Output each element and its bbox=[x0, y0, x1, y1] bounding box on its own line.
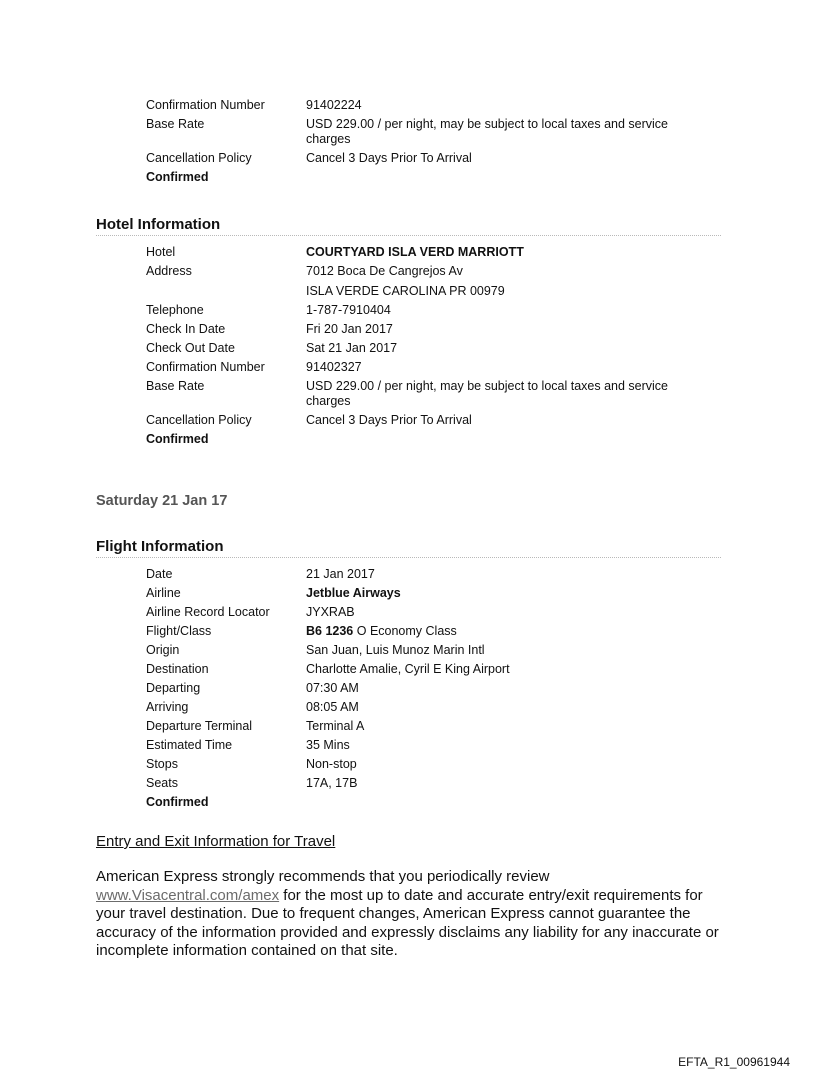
entry-text-end: for the most up to date and accurate entry/exit requirements for your travel destination. Due to frequent changes, American Express cannot guarantee the accuracy of the information provided and expressly disclaims any liability for any inaccurate or incomplete information contained on that site. bbox=[96, 886, 719, 959]
booking-status: Confirmed bbox=[146, 795, 209, 809]
row-label: Check In Date bbox=[146, 321, 226, 336]
detail-row bbox=[146, 96, 726, 115]
detail-row bbox=[146, 755, 726, 774]
detail-row bbox=[146, 411, 726, 430]
hotel-telephone: 1-787-7910404 bbox=[306, 302, 391, 317]
row-label: Arriving bbox=[146, 700, 189, 714]
detail-row bbox=[146, 679, 726, 698]
detail-row bbox=[146, 565, 726, 584]
fare-class: O Economy Class bbox=[356, 624, 457, 638]
row-label: Flight/Class bbox=[146, 624, 212, 638]
detail-row bbox=[146, 301, 726, 320]
detail-row bbox=[146, 115, 726, 149]
detail-row bbox=[146, 377, 726, 411]
destination: Charlotte Amalie, Cyril E King Airport bbox=[306, 662, 510, 676]
row-label: Destination bbox=[146, 662, 209, 676]
row-label: Cancellation Policy bbox=[146, 412, 252, 427]
row-label: Base Rate bbox=[146, 117, 205, 131]
row-label: Address bbox=[146, 264, 192, 278]
row-label: Origin bbox=[146, 643, 180, 657]
day-heading: Saturday 21 Jan 17 bbox=[96, 493, 228, 509]
row-label: Estimated Time bbox=[146, 738, 233, 752]
check-out-date: Sat 21 Jan 2017 bbox=[306, 340, 398, 355]
detail-row bbox=[146, 262, 726, 301]
seats: 17A, 17B bbox=[306, 776, 358, 790]
detail-row bbox=[146, 774, 726, 793]
row-label: Airline Record Locator bbox=[146, 605, 270, 619]
visacentral-link[interactable]: www.Visacentral.com/amex bbox=[96, 886, 280, 904]
detail-row bbox=[146, 358, 726, 377]
row-label: Base Rate bbox=[146, 378, 205, 393]
departing-time: 07:30 AM bbox=[306, 681, 359, 695]
detail-row bbox=[146, 603, 726, 622]
detail-row bbox=[146, 717, 726, 736]
row-label: Telephone bbox=[146, 302, 204, 317]
detail-row bbox=[146, 698, 726, 717]
row-label: Cancellation Policy bbox=[146, 151, 252, 165]
row-label: Stops bbox=[146, 757, 178, 771]
flight-class bbox=[306, 622, 706, 641]
row-value: USD 229.00 / per night, may be subject to local taxes and service charges bbox=[306, 117, 668, 146]
row-label: Confirmation Number bbox=[146, 98, 265, 112]
entry-exit-paragraph bbox=[96, 868, 726, 961]
address-line: 7012 Boca De Cangrejos Av bbox=[306, 264, 463, 278]
check-in-date: Fri 20 Jan 2017 bbox=[306, 321, 393, 336]
row-label: Confirmation Number bbox=[146, 359, 265, 374]
flight-information-title: Flight Information bbox=[96, 537, 721, 558]
detail-row bbox=[146, 584, 726, 603]
detail-row bbox=[146, 641, 726, 660]
cancellation-policy: Cancel 3 Days Prior To Arrival bbox=[306, 412, 472, 427]
booking-status: Confirmed bbox=[146, 170, 209, 184]
origin: San Juan, Luis Munoz Marin Intl bbox=[306, 643, 485, 657]
row-label: Departure Terminal bbox=[146, 719, 253, 733]
detail-row bbox=[146, 320, 726, 339]
hotel-address bbox=[306, 262, 706, 301]
confirmation-number: 91402327 bbox=[306, 359, 362, 374]
hotel-name: COURTYARD ISLA VERD MARRIOTT bbox=[306, 245, 524, 259]
detail-row bbox=[146, 149, 726, 168]
document-id: EFTA_R1_00961944 bbox=[678, 1055, 790, 1069]
flight-date: 21 Jan 2017 bbox=[306, 567, 375, 581]
row-value: 91402224 bbox=[306, 98, 362, 112]
row-label: Airline bbox=[146, 586, 181, 600]
departure-terminal: Terminal A bbox=[306, 719, 365, 733]
estimated-time: 35 Mins bbox=[306, 738, 350, 752]
row-label: Check Out Date bbox=[146, 340, 235, 355]
row-label: Date bbox=[146, 567, 173, 581]
flight-details bbox=[146, 565, 726, 813]
detail-row bbox=[146, 736, 726, 755]
detail-row bbox=[146, 660, 726, 679]
booking-status: Confirmed bbox=[146, 431, 209, 446]
base-rate: USD 229.00 / per night, may be subject to local taxes and service charges bbox=[306, 378, 668, 408]
previous-hotel-details bbox=[146, 96, 726, 188]
row-label: Departing bbox=[146, 681, 201, 695]
record-locator: JYXRAB bbox=[306, 605, 355, 619]
hotel-details bbox=[146, 243, 726, 449]
flight-number: B6 1236 bbox=[306, 624, 354, 638]
row-label: Seats bbox=[146, 776, 178, 790]
hotel-information-title: Hotel Information bbox=[96, 215, 721, 236]
airline-name: Jetblue Airways bbox=[306, 586, 401, 600]
stops: Non-stop bbox=[306, 757, 357, 771]
address-line: ISLA VERDE CAROLINA PR 00979 bbox=[306, 283, 505, 298]
detail-row bbox=[146, 243, 726, 262]
detail-row bbox=[146, 622, 726, 641]
detail-row bbox=[146, 339, 726, 358]
entry-text-start: American Express strongly recommends that you periodically review bbox=[96, 868, 550, 885]
entry-exit-heading: Entry and Exit Information for Travel bbox=[96, 833, 336, 850]
arriving-time: 08:05 AM bbox=[306, 700, 359, 714]
row-label: Hotel bbox=[146, 245, 176, 259]
row-value: Cancel 3 Days Prior To Arrival bbox=[306, 151, 472, 165]
